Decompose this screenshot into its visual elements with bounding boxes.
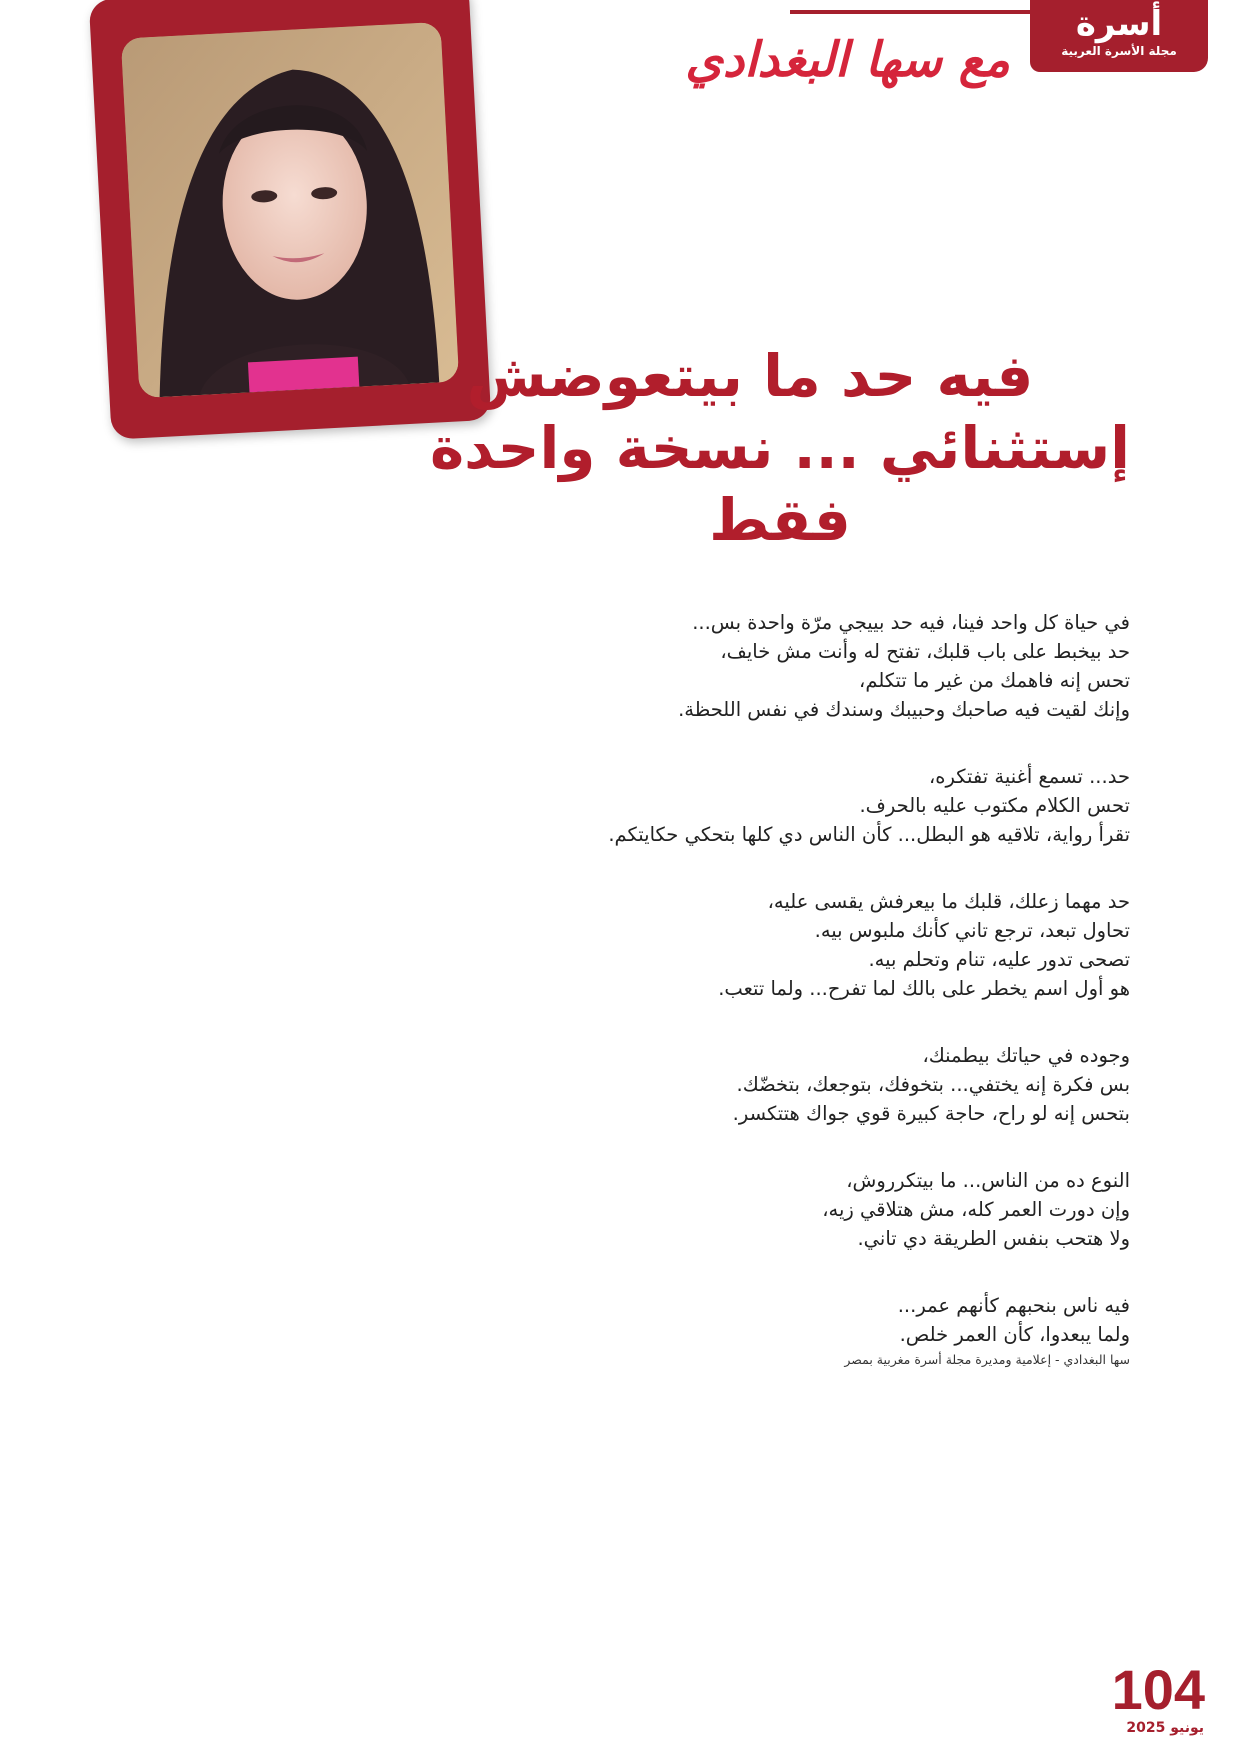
text-line: بس فكرة إنه يختفي... بتخوفك، بتوجعك، بتخضّك. xyxy=(736,1073,1130,1096)
author-byline: سها البغدادي - إعلامية ومديرة مجلة أسرة مغربية بمصر xyxy=(844,1352,1130,1367)
headline-line-1: فيه حد ما بيتعوضش xyxy=(466,342,1034,410)
text-line: في حياة كل واحد فينا، فيه حد بييجي مرّة واحدة بس... xyxy=(692,611,1130,634)
article-body xyxy=(490,608,1130,1369)
text-line: حد... تسمع أغنية تفتكره، xyxy=(928,765,1130,788)
article-headline xyxy=(360,340,1140,556)
text-line: تحاول تبعد، ترجع تاني كأنك ملبوس بيه. xyxy=(814,919,1130,942)
stanza xyxy=(490,887,1130,1003)
stanza xyxy=(490,1041,1130,1128)
text-line: وإنك لقيت فيه صاحبك وحبيبك وسندك في نفس اللحظة. xyxy=(678,698,1130,721)
text-line: تحس الكلام مكتوب عليه بالحرف. xyxy=(859,794,1130,817)
headline-line-2: إستثنائي ... نسخة واحدة فقط xyxy=(429,414,1131,554)
text-line: ولا هتحب بنفس الطريقة دي تاني. xyxy=(857,1227,1130,1250)
text-line: النوع ده من الناس... ما بيتكرروش، xyxy=(846,1169,1130,1192)
stanza xyxy=(490,1166,1130,1253)
stanza xyxy=(490,608,1130,724)
text-line: تحس إنه فاهمك من غير ما تتكلم، xyxy=(859,669,1130,692)
magazine-logo xyxy=(1030,0,1208,72)
issue-date: يونيو 2025 xyxy=(1126,1720,1204,1736)
text-line: تقرأ رواية، تلاقيه هو البطل... كأن الناس دي كلها بتحكي حكايتكم. xyxy=(608,823,1130,846)
text-line: بتحس إنه لو راح، حاجة كبيرة قوي جواك هتتكسر. xyxy=(732,1102,1130,1125)
text-line: ولما يبعدوا، كأن العمر خلص. xyxy=(899,1323,1130,1346)
page-number: 104 xyxy=(1111,1658,1205,1721)
logo-subtitle: مجلة الأسرة العربية xyxy=(1061,44,1177,58)
text-line: تصحى تدور عليه، تنام وتحلم بيه. xyxy=(868,948,1130,971)
logo-wordmark: أسرة xyxy=(1075,4,1163,44)
text-line: وإن دورت العمر كله، مش هتلاقي زيه، xyxy=(822,1198,1130,1221)
text-line: حد مهما زعلك، قلبك ما بيعرفش يقسى عليه، xyxy=(767,890,1130,913)
text-line: فيه ناس بنحبهم كأنهم عمر... xyxy=(897,1294,1130,1317)
text-line: حد بيخبط على باب قلبك، تفتح له وأنت مش خايف، xyxy=(720,640,1130,663)
column-title: مع سها البغدادي xyxy=(685,32,1010,88)
stanza xyxy=(490,762,1130,849)
stanza xyxy=(490,1291,1130,1369)
text-line: هو أول اسم يخطر على بالك لما تفرح... ولما تتعب. xyxy=(718,977,1130,1000)
text-line: وجوده في حياتك بيطمنك، xyxy=(922,1044,1130,1067)
